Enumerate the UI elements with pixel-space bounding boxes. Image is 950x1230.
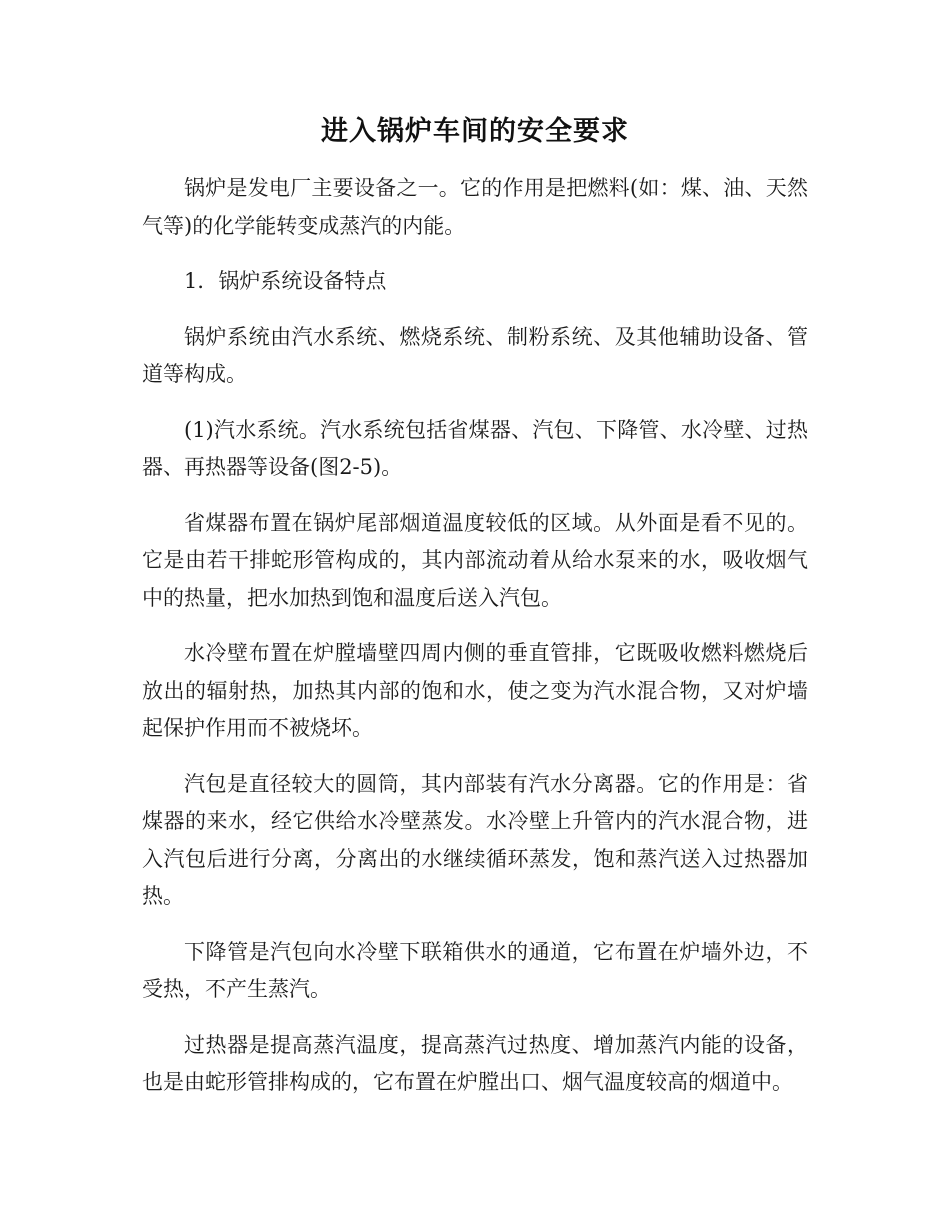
paragraph-system-overview: 锅炉系统由汽水系统、燃烧系统、制粉系统、及其他辅助设备、管道等构成。: [142, 324, 808, 386]
document-page: [142, 108, 808, 1120]
paragraph-superheater: 过热器是提高蒸汽温度，提高蒸汽过热度、增加蒸汽内能的设备，也是由蛇形管排构成的，它布置在炉膛出口、烟气温度较高的烟道中。: [142, 1032, 808, 1094]
paragraph-steam-water-system: (1)汽水系统。汽水系统包括省煤器、汽包、下降管、水冷壁、过热器、再热器等设备(图2-5)。: [142, 417, 808, 479]
paragraph-intro: 锅炉是发电厂主要设备之一。它的作用是把燃料(如：煤、油、天然气等)的化学能转变成蒸汽的内能。: [142, 176, 808, 238]
paragraph-downcomer: 下降管是汽包向水冷壁下联箱供水的通道，它布置在炉墙外边，不受热，不产生蒸汽。: [142, 939, 808, 1001]
document-title: 进入锅炉车间的安全要求: [321, 116, 629, 147]
paragraph-water-wall: 水冷壁布置在炉膛墙壁四周内侧的垂直管排，它既吸收燃料燃烧后放出的辐射热，加热其内部的饱和水，使之变为汽水混合物，又对炉墙起保护作用而不被烧坏。: [142, 641, 808, 740]
paragraph-steam-drum: 汽包是直径较大的圆筒，其内部装有汽水分离器。它的作用是：省煤器的来水，经它供给水冷壁蒸发。水冷壁上升管内的汽水混合物，进入汽包后进行分离，分离出的水继续循环蒸发，饱和蒸汽送入过热器加热。: [142, 771, 808, 908]
section-heading-1: 1．锅炉系统设备特点: [184, 269, 387, 293]
paragraph-economizer: 省煤器布置在锅炉尾部烟道温度较低的区域。从外面是看不见的。它是由若干排蛇形管构成的，其内部流动着从给水泵来的水，吸收烟气中的热量，把水加热到饱和温度后送入汽包。: [142, 510, 808, 610]
